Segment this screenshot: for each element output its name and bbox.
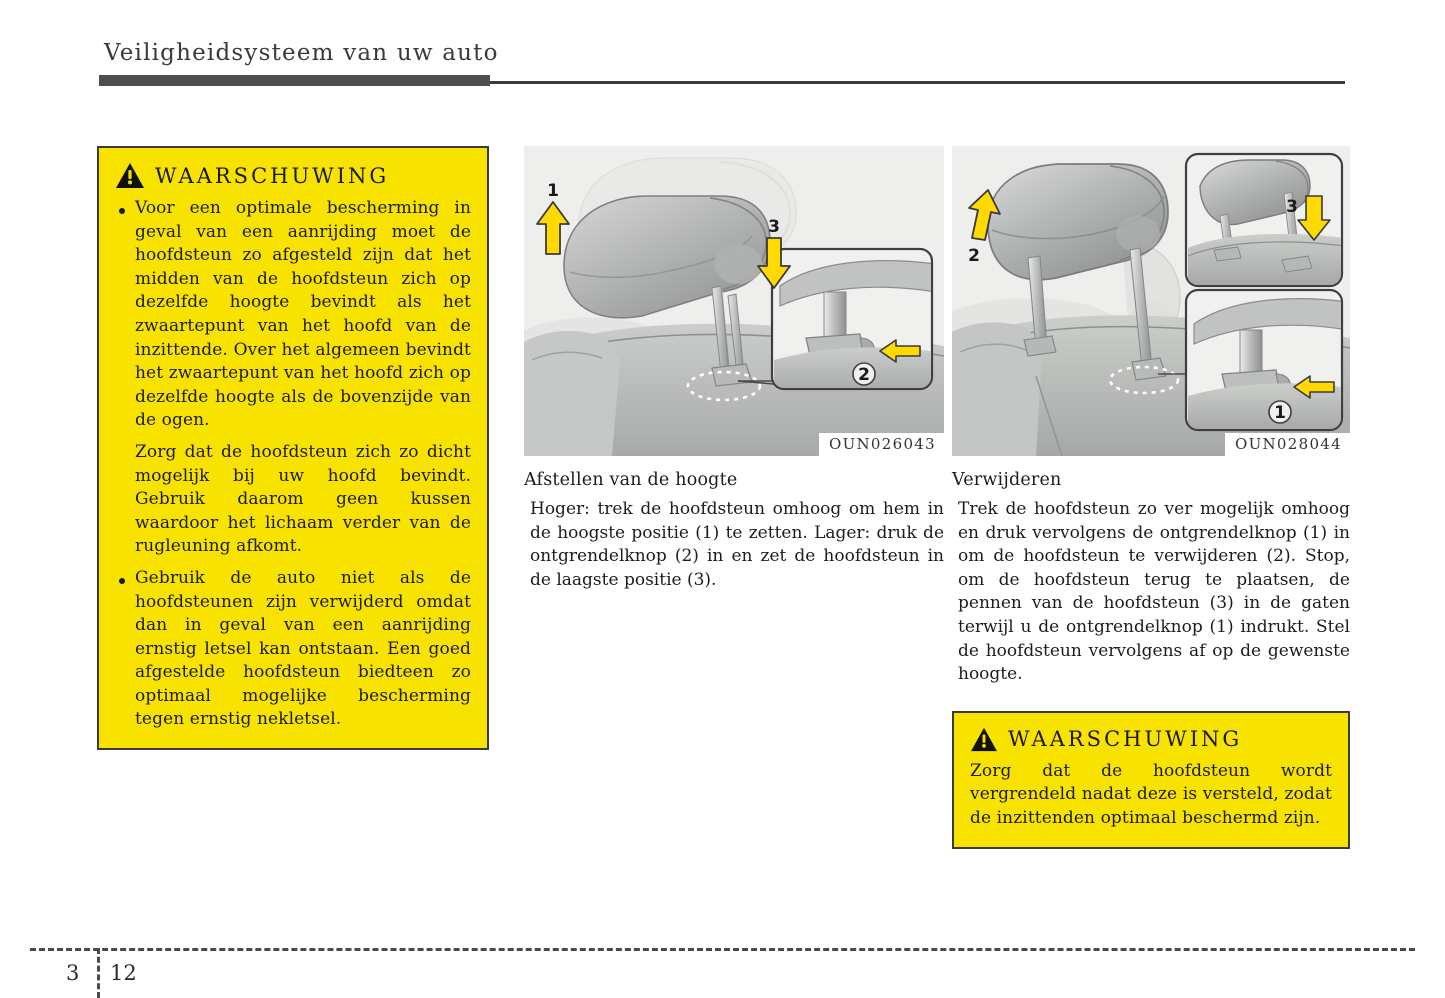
warning-header: [115, 162, 471, 189]
footer-chapter-number: 3: [66, 961, 80, 985]
left-column: [97, 146, 489, 750]
headrest-removal-drawing: [952, 146, 1350, 456]
page-title: Veiligheidsysteem van uw auto: [104, 40, 499, 66]
warning-text: Zorg dat de hoofdsteun wordt vergrendeld nadat deze is versteld, zodat de inzittenden optimaal beschermd zijn.: [970, 760, 1332, 828]
footer-dashed-divider: [97, 948, 100, 998]
warning-followup-text: Zorg dat de hoofdsteun zich zo dicht mogelijk bij uw hoofd bevindt. Gebruik daarom geen kussen waardoor het lichaam verder van de rugleuning afkomt.: [135, 441, 471, 557]
callout-1-label: 1: [1274, 403, 1286, 423]
warning-bullet-item: [115, 567, 471, 732]
section-paragraph-removal: Trek de hoofdsteun zo ver mogelijk omhoog en druk vervolgens de ontgrendelknop (1) in om de hoofdsteun te verwijderen (2). Stop, om de hoofdsteun terug te plaatsen, de pennen van de hoofdsteun (3) in de gaten terwijl u de ontgrendelknop (1) indrukt. Stel de hoofdsteun vervolgens af op de gewenste hoogte.: [958, 499, 1350, 685]
warning-bullet-item: [115, 197, 471, 433]
warning-bullet-text: Gebruik de auto niet als de hoofdsteunen zijn verwijderd omdat dan in geval van een aanrijding ernstig letsel kan ontstaan. Een goed afgestelde hoofdsteun biedteen zo optimaal mogelijke bescherming tegen ernstig nekletsel.: [135, 567, 471, 730]
headrest-removal-illustration: [952, 146, 1350, 456]
warning-triangle-icon: [115, 162, 145, 189]
right-column: [952, 146, 1350, 849]
callout-1-label: 1: [547, 181, 559, 201]
page-footer: [0, 936, 1445, 998]
footer-dashed-rule: [30, 948, 1415, 951]
warning-bullet-list: [115, 197, 471, 732]
callout-2-label: 2: [858, 365, 870, 385]
warning-bullet-text: Voor een optimale bescherming in geval van een aanrijding moet de hoofdsteun zo afgesteld zijn dat het midden van de hoofdsteun zich op dezelfde hoogte bevindt als het zwaartepunt van het hoofd van de inzittende. Over het algemeen bevindt het zwaartepunt van het hoofd zich op dezelfde hoogte als de bovenzijde van de ogen.: [135, 198, 471, 431]
warning-title: WAARSCHUWING: [1008, 727, 1243, 752]
inset-reinsert-panel: [1186, 154, 1344, 286]
callout-3-label: 3: [768, 217, 780, 237]
middle-column: [524, 146, 944, 592]
illustration-code-label: OUN026043: [819, 433, 944, 456]
warning-box-right: [952, 711, 1350, 849]
warning-header: [970, 727, 1332, 752]
illustration-code-label: OUN028044: [1225, 433, 1350, 456]
callout-2-label: 2: [968, 246, 980, 266]
section-heading-height-adjust: Afstellen van de hoogte: [524, 470, 738, 490]
inset-release-button-panel: [1186, 290, 1348, 432]
headrest-height-adjust-drawing: [524, 146, 944, 456]
inset-detail-panel: [772, 249, 936, 392]
headrest-height-adjust-illustration: [524, 146, 944, 456]
section-heading-removal: Verwijderen: [952, 470, 1062, 490]
warning-title: WAARSCHUWING: [155, 163, 390, 188]
warning-box-left: [97, 146, 489, 750]
warning-triangle-icon: [970, 727, 998, 752]
footer-page-number: 12: [110, 961, 137, 985]
section-paragraph-height-adjust: Hoger: trek de hoofdsteun omhoog om hem in de hoogste positie (1) te zetten. Lager: druk de ontgrendelknop (2) in en zet de hoofdsteun in de laagste positie (3).: [530, 499, 944, 590]
callout-3-label: 3: [1286, 197, 1298, 217]
